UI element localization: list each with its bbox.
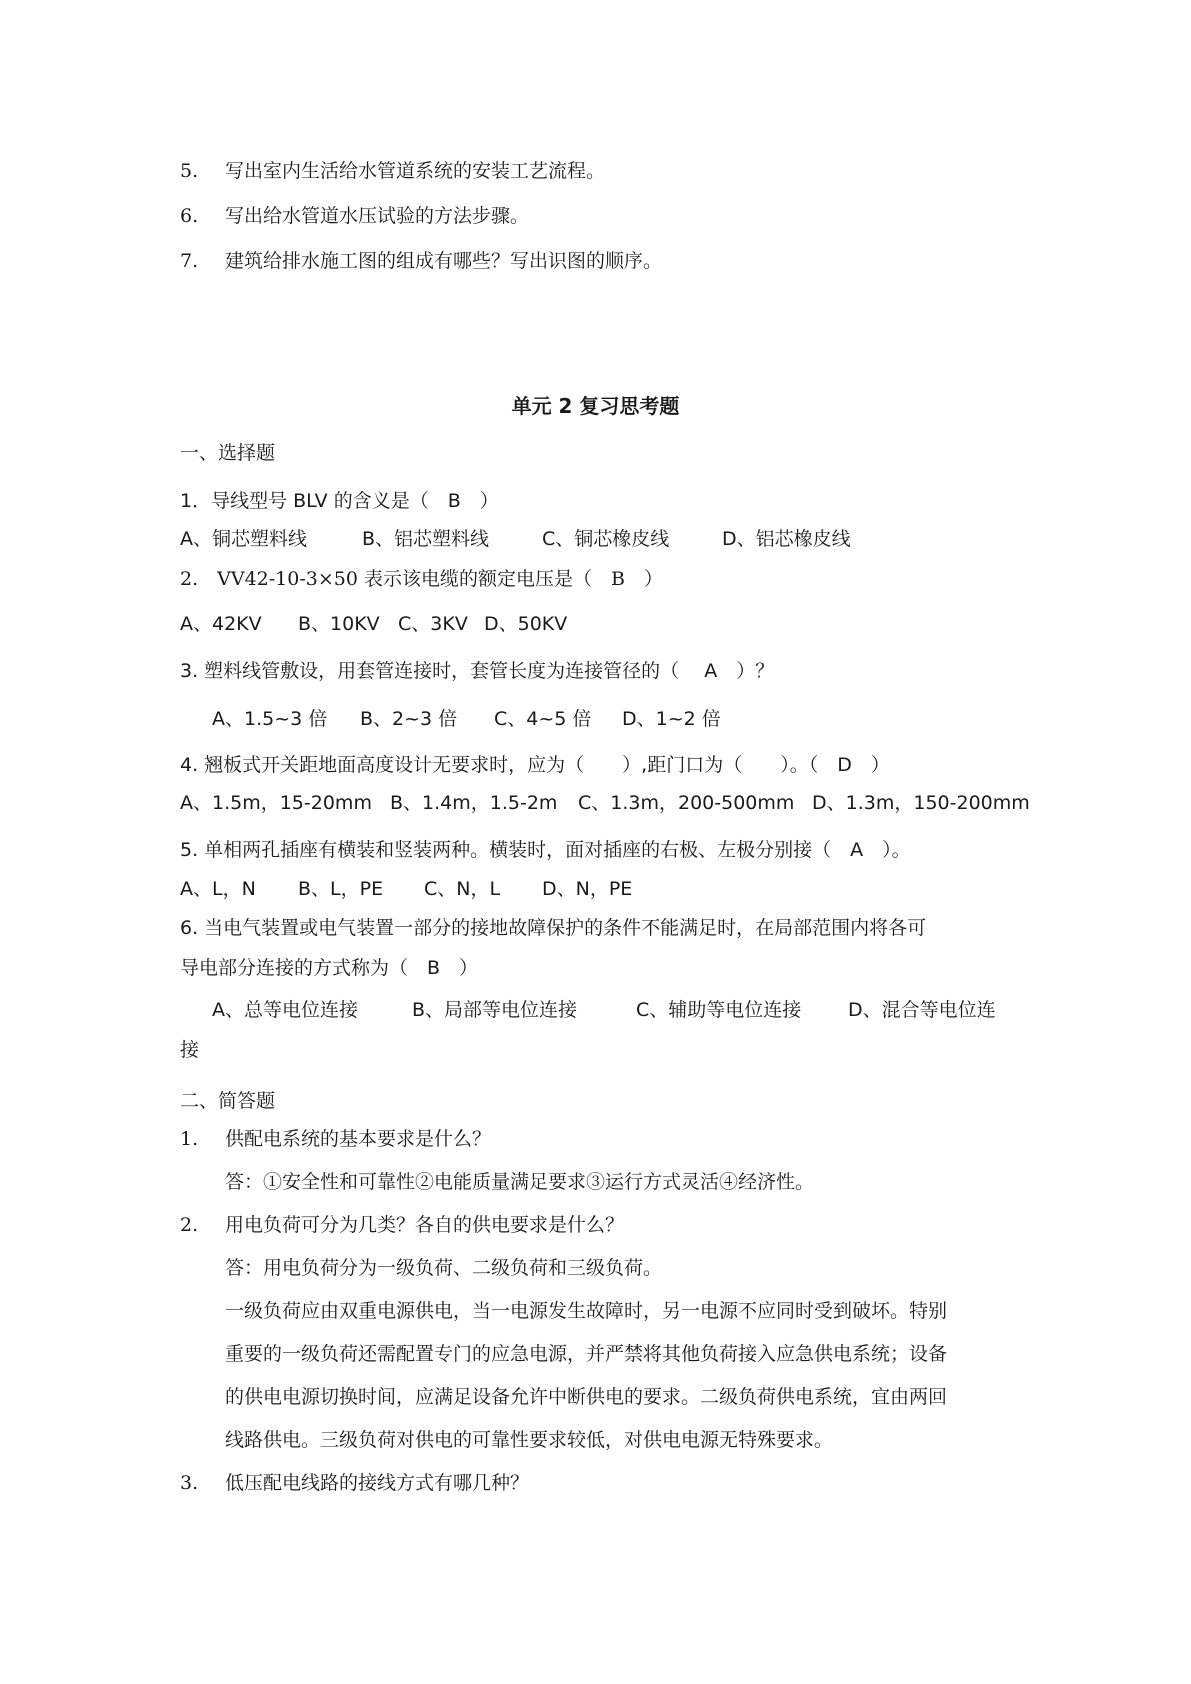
- option-a: A、42KV: [180, 613, 262, 635]
- option-d: D、N，PE: [542, 878, 633, 900]
- answer-paragraph-line: 一级负荷应由双重电源供电，当一电源发生故障时，另一电源不应同时受到破坏。特别: [225, 1300, 948, 1322]
- answer-paragraph-line: 重要的一级负荷还需配置专门的应急电源，并严禁将其他负荷接入应急供电系统；设备: [225, 1343, 948, 1365]
- question-item: 6. 写出给水管道水压试验的方法步骤。: [180, 205, 530, 227]
- option-d: D、1.3m，150-200mm: [812, 792, 1030, 814]
- option-d: D、铝芯橡皮线: [722, 528, 851, 550]
- short-answer-1: 1. 供配电系统的基本要求是什么？: [180, 1128, 492, 1150]
- option-c: C、辅助等电位连接: [636, 999, 802, 1021]
- question-6-line2: 导电部分连接的方式称为（ B ）: [180, 957, 479, 979]
- answer-paragraph-line: 的供电电源切换时间，应满足设备允许中断供电的要求。二级负荷供电系统，宜由两回: [225, 1386, 948, 1408]
- unit-heading: 单元 2 复习思考题: [511, 394, 680, 418]
- answer-paragraph-line: 线路供电。三级负荷对供电的可靠性要求较低，对供电电源无特殊要求。: [225, 1429, 834, 1451]
- option-a: A、1.5m，15-20mm: [180, 792, 372, 814]
- question-1: 1．导线型号 BLV 的含义是（ B ）: [180, 490, 499, 512]
- section-title-short-answer: 二、简答题: [180, 1090, 276, 1112]
- option-d: D、50KV: [484, 613, 568, 635]
- question-3: 3. 塑料线管敷设，用套管连接时，套管长度为连接管径的（ A ）？: [180, 660, 775, 682]
- question-item: 7. 建筑给排水施工图的组成有哪些？写出识图的顺序。: [180, 250, 663, 272]
- option-a: A、总等电位连接: [212, 999, 358, 1021]
- question-2: 2. VV42-10-3×50 表示该电缆的额定电压是（ B ）: [180, 568, 663, 590]
- option-d: D、混合等电位连: [848, 999, 996, 1021]
- question-5: 5. 单相两孔插座有横装和竖装两种。横装时，面对插座的右极、左极分别接（ A ）。: [180, 839, 911, 861]
- option-a: A、铜芯塑料线: [180, 528, 307, 550]
- option-d: D、1~2 倍: [622, 708, 721, 730]
- question-6-line1: 6. 当电气装置或电气装置一部分的接地故障保护的条件不能满足时，在局部范围内将各可: [180, 917, 927, 939]
- question-4: 4. 翘板式开关距地面高度设计无要求时，应为（ ）,距门口为（ ）。（ D ）: [180, 754, 890, 776]
- option-b: B、10KV: [298, 613, 380, 635]
- option-a: A、1.5~3 倍: [212, 708, 328, 730]
- short-answer-3: 3. 低压配电线路的接线方式有哪几种？: [180, 1472, 530, 1494]
- question-item: 5. 写出室内生活给水管道系统的安装工艺流程。: [180, 160, 606, 182]
- short-answer-2: 2. 用电负荷可分为几类？各自的供电要求是什么？: [180, 1214, 625, 1236]
- option-b: B、2~3 倍: [360, 708, 458, 730]
- option-b: B、L，PE: [298, 878, 384, 900]
- answer-text: 答：用电负荷分为一级负荷、二级负荷和三级负荷。: [225, 1257, 663, 1279]
- answer-text: 答：①安全性和可靠性②电能质量满足要求③运行方式灵活④经济性。: [225, 1171, 815, 1193]
- option-b: B、局部等电位连接: [412, 999, 578, 1021]
- option-d-wrap: 接: [180, 1039, 200, 1061]
- option-c: C、N，L: [424, 878, 501, 900]
- option-b: B、铝芯塑料线: [362, 528, 490, 550]
- option-c: C、4~5 倍: [494, 708, 592, 730]
- section-title-choice: 一、选择题: [180, 442, 276, 464]
- option-c: C、1.3m，200-500mm: [578, 792, 795, 814]
- option-c: C、3KV: [398, 613, 468, 635]
- option-c: C、铜芯橡皮线: [542, 528, 670, 550]
- option-b: B、1.4m，1.5-2m: [390, 792, 558, 814]
- option-a: A、L，N: [180, 878, 256, 900]
